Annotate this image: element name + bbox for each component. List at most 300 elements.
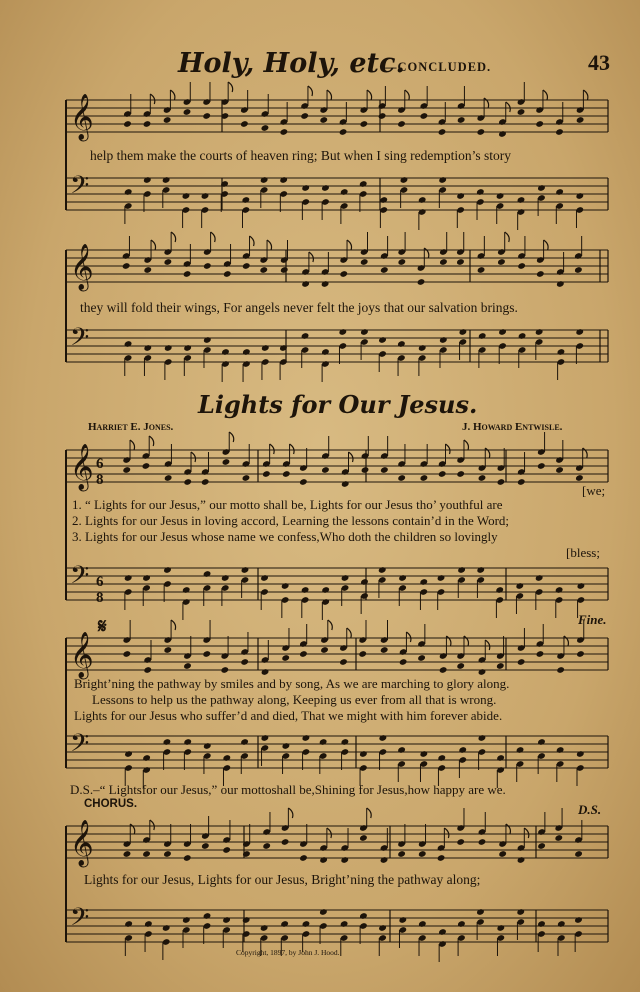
note-head	[379, 734, 388, 742]
note-flag	[211, 232, 216, 242]
note-head	[300, 112, 309, 120]
note-head	[302, 920, 311, 928]
note-head	[576, 650, 585, 658]
note-head	[301, 586, 310, 594]
note-head	[557, 348, 566, 356]
note-head	[222, 754, 231, 762]
note-flag	[150, 94, 155, 104]
note-head	[280, 920, 289, 928]
note-head	[143, 266, 152, 274]
note-head	[162, 176, 171, 184]
note-flag	[583, 90, 588, 100]
note-head	[259, 266, 268, 274]
note-head	[497, 258, 506, 266]
note-head	[340, 856, 349, 864]
note-head	[222, 846, 231, 854]
note-head	[397, 258, 406, 266]
note-head	[163, 646, 172, 654]
note-head	[397, 746, 406, 754]
note-head	[203, 912, 212, 920]
note-head	[478, 332, 487, 340]
note-flag	[367, 808, 372, 818]
note-head	[554, 834, 563, 842]
note-head	[495, 586, 504, 594]
note-head	[281, 838, 290, 846]
note-head	[498, 328, 507, 336]
ds-line: D.S.–“ Lightsfor our Jesus,” our mottoshall be,Shining for Jesus,how happy are we.	[70, 782, 506, 797]
note-head	[419, 578, 428, 586]
note-head	[221, 574, 230, 582]
verse-1: 1. “ Lights for our Jesus,” our motto shall be, Lights for our Jesus tho’ youthful are	[72, 497, 503, 512]
verse-2: 2. Lights for our Jesus in loving accord, Learning the lessons contain’d in the Word;	[72, 513, 510, 528]
time-signature-top: 6	[96, 456, 104, 472]
note-head	[378, 336, 387, 344]
note-head	[397, 850, 406, 858]
note-head	[163, 850, 172, 858]
note-flag	[228, 82, 233, 92]
note-head	[457, 920, 466, 928]
note-head	[378, 924, 387, 932]
note-head	[476, 908, 485, 916]
treble-clef-icon: 𝄞	[70, 444, 94, 490]
note-head	[496, 192, 505, 200]
note-head	[182, 192, 191, 200]
note-head	[418, 920, 427, 928]
note-head	[321, 280, 330, 288]
note-head	[124, 574, 133, 582]
note-head	[164, 474, 173, 482]
note-head	[301, 332, 310, 340]
note-head	[439, 666, 448, 674]
note-head	[439, 336, 448, 344]
note-head	[124, 188, 133, 196]
note-flag	[309, 252, 314, 262]
note-head	[142, 462, 151, 470]
note-head	[260, 924, 269, 932]
note-head	[496, 662, 505, 670]
note-head	[124, 920, 133, 928]
note-head	[537, 184, 546, 192]
note-head	[202, 650, 211, 658]
note-head	[378, 112, 387, 120]
note-head	[319, 856, 328, 864]
note-head	[417, 278, 426, 286]
note-head	[379, 196, 388, 204]
bass-clef-icon: 𝄢	[70, 561, 90, 596]
note-head	[262, 842, 271, 850]
note-head	[240, 120, 249, 128]
note-head	[143, 176, 152, 184]
bass-clef-icon: 𝄢	[70, 171, 90, 206]
note-head	[163, 116, 172, 124]
note-head	[339, 658, 348, 666]
note-head	[203, 570, 212, 578]
note-head	[183, 108, 192, 116]
verse-3: 3. Lights for our Jesus whose name we confess,Who doth the children so lovingly	[72, 529, 498, 544]
note-head	[457, 116, 466, 124]
note-head	[261, 124, 270, 132]
note-head	[574, 916, 583, 924]
note-head	[143, 344, 152, 352]
running-title: Holy, Holy, etc.	[178, 48, 405, 79]
note-head	[299, 854, 308, 862]
note-head	[299, 478, 308, 486]
note-head	[459, 328, 468, 336]
note-head	[220, 666, 229, 674]
note-head	[536, 270, 545, 278]
note-head	[301, 184, 310, 192]
note-head	[498, 850, 507, 858]
note-flag	[464, 440, 469, 450]
chorus-label: CHORUS.	[84, 798, 138, 810]
note-head	[456, 258, 465, 266]
note-head	[261, 668, 270, 676]
note-flag	[505, 232, 510, 242]
note-head	[164, 344, 173, 352]
note-flag	[524, 828, 529, 838]
note-flag	[445, 444, 450, 454]
note-head	[182, 586, 191, 594]
note-head	[260, 176, 269, 184]
note-head	[341, 574, 350, 582]
note-head	[222, 916, 231, 924]
note-head	[438, 470, 447, 478]
note-flag	[151, 240, 156, 250]
note-flag	[290, 444, 295, 454]
note-flag	[405, 90, 410, 100]
note-head	[537, 842, 546, 850]
note-head	[164, 258, 173, 266]
note-head	[142, 574, 151, 582]
note-head	[201, 192, 210, 200]
note-flag	[170, 90, 175, 100]
note-head	[142, 850, 151, 858]
verse-1-end: [we;	[582, 483, 606, 498]
note-head	[123, 120, 132, 128]
note-head	[223, 270, 232, 278]
running-title-suffix: —CONCLUDED.	[384, 60, 492, 74]
treble-clef-icon: 𝄞	[70, 244, 94, 290]
note-flag	[348, 452, 353, 462]
note-head	[320, 646, 329, 654]
bass-clef-icon: 𝄢	[70, 323, 90, 358]
note-flag	[406, 632, 411, 642]
note-flag	[130, 440, 135, 450]
bass-clef-icon: 𝄢	[70, 903, 90, 938]
note-head	[361, 466, 370, 474]
note-head	[557, 920, 566, 928]
chorus-lyric: Lights for our Jesus, Lights for our Jesus, Bright’ning the pathway along;	[84, 872, 481, 887]
refrain-line-1: Bright’ning the pathway by smiles and by song, As we are marching to glory along.	[74, 676, 510, 691]
author-credit: Harriet E. Jones.	[88, 421, 174, 433]
note-head	[338, 328, 347, 336]
refrain-line-2: Lessons to help us the pathway along, Keeping us ever from all that is wrong.	[92, 692, 497, 707]
note-flag	[270, 444, 275, 454]
note-head	[478, 838, 487, 846]
note-head	[281, 654, 290, 662]
note-head	[576, 116, 585, 124]
note-head	[359, 834, 368, 842]
note-head	[242, 196, 251, 204]
note-head	[242, 474, 251, 482]
note-head	[438, 128, 447, 136]
note-head	[202, 112, 211, 120]
note-head	[555, 586, 564, 594]
note-head	[420, 112, 429, 120]
time-signature-bottom: 8	[96, 472, 104, 488]
note-head	[380, 646, 389, 654]
note-head	[122, 262, 131, 270]
note-flag	[543, 90, 548, 100]
note-head	[241, 566, 250, 574]
note-head	[360, 258, 369, 266]
note-head	[380, 466, 389, 474]
note-head	[397, 474, 406, 482]
note-head	[163, 566, 172, 574]
note-head	[577, 582, 586, 590]
note-flag	[444, 828, 449, 838]
note-head	[359, 750, 368, 758]
note-head	[358, 650, 367, 658]
time-signature-top: 6	[96, 574, 104, 590]
note-head	[280, 266, 289, 274]
note-head	[280, 128, 289, 136]
time-signature-bottom: 8	[96, 590, 104, 606]
note-flag	[229, 432, 234, 442]
note-head	[380, 856, 389, 864]
note-flag	[171, 620, 176, 630]
note-head	[260, 574, 269, 582]
note-head	[183, 854, 192, 862]
note-head	[418, 850, 427, 858]
note-head	[262, 470, 271, 478]
note-head	[477, 128, 486, 136]
note-head	[321, 586, 330, 594]
page-number: 43	[588, 50, 610, 75]
verse-3-end: [bless;	[566, 545, 600, 560]
note-flag	[327, 828, 332, 838]
note-head	[340, 188, 349, 196]
note-head	[537, 462, 546, 470]
note-head	[397, 120, 406, 128]
note-head	[496, 754, 505, 762]
note-head	[203, 262, 212, 270]
note-head	[242, 348, 251, 356]
note-head	[279, 176, 288, 184]
note-head	[282, 470, 291, 478]
note-head	[556, 666, 565, 674]
note-head	[517, 196, 526, 204]
note-head	[359, 180, 368, 188]
note-head	[418, 344, 427, 352]
note-head	[437, 754, 446, 762]
note-head	[517, 262, 526, 270]
note-head	[456, 470, 465, 478]
note-head	[359, 912, 368, 920]
note-head	[438, 176, 447, 184]
note-head	[556, 746, 565, 754]
note-head	[555, 188, 564, 196]
treble-clef-icon: 𝄞	[70, 820, 94, 866]
note-head	[360, 328, 369, 336]
note-flag	[191, 452, 196, 462]
note-flag	[250, 236, 255, 246]
note-head	[183, 662, 192, 670]
note-head	[183, 270, 192, 278]
note-head	[556, 280, 565, 288]
note-head	[163, 738, 172, 746]
note-head	[517, 108, 526, 116]
note-head	[517, 856, 526, 864]
note-head	[536, 650, 545, 658]
note-head	[437, 574, 446, 582]
note-head	[398, 574, 407, 582]
note-head	[183, 478, 192, 486]
note-head	[319, 738, 328, 746]
note-head	[517, 658, 526, 666]
note-head	[183, 738, 192, 746]
note-head	[397, 340, 406, 348]
note-head	[476, 566, 485, 574]
note-head	[124, 340, 133, 348]
note-head	[555, 128, 564, 136]
note-head	[378, 566, 387, 574]
note-head	[123, 650, 132, 658]
note-flag	[149, 436, 154, 446]
note-head	[574, 850, 583, 858]
note-head	[143, 120, 152, 128]
hymn1-lyric-line-2: they will fold their wings, For angels never felt the joys that our salvation brings.	[80, 300, 518, 315]
note-head	[496, 924, 505, 932]
note-head	[574, 266, 583, 274]
note-head	[123, 850, 132, 858]
fine-mark: Fine.	[578, 612, 607, 627]
ds-mark: D.S.	[578, 802, 602, 817]
note-head	[516, 908, 525, 916]
note-head	[242, 262, 251, 270]
note-head	[299, 650, 308, 658]
note-head	[221, 348, 230, 356]
note-head	[339, 270, 348, 278]
note-head	[302, 734, 311, 742]
note-head	[144, 920, 153, 928]
note-flag	[367, 90, 372, 100]
note-head	[497, 478, 506, 486]
note-head	[341, 738, 350, 746]
note-head	[478, 474, 487, 482]
note-head	[319, 116, 328, 124]
note-head	[535, 574, 544, 582]
note-head	[203, 742, 212, 750]
note-head	[418, 196, 427, 204]
note-flag	[171, 232, 176, 242]
note-head	[517, 478, 526, 486]
note-head	[360, 578, 369, 586]
note-head	[476, 188, 485, 196]
note-head	[143, 666, 152, 674]
note-head	[456, 838, 465, 846]
hymn-title: Lights for Our Jesus.	[198, 390, 478, 419]
note-head	[242, 916, 251, 924]
note-head	[124, 750, 133, 758]
copyright-notice: Copyright, 1897, by John J. Hood.	[236, 948, 340, 957]
note-head	[535, 328, 544, 336]
note-head	[575, 328, 584, 336]
note-head	[575, 474, 584, 482]
note-head	[576, 750, 585, 758]
refrain-line-3: Lights for our Jesus who suffer’d and died, That we might with him forever abide.	[74, 708, 503, 723]
note-head	[162, 924, 171, 932]
note-head	[555, 466, 564, 474]
note-head	[456, 192, 465, 200]
note-head	[183, 344, 192, 352]
segno-sign: 𝄋	[98, 614, 107, 638]
note-head	[537, 920, 546, 928]
note-head	[301, 280, 310, 288]
note-flag	[327, 90, 332, 100]
note-head	[340, 920, 349, 928]
note-head	[518, 332, 527, 340]
note-head	[537, 738, 546, 746]
note-head	[261, 734, 270, 742]
note-flag	[506, 102, 511, 112]
note-head	[281, 582, 290, 590]
note-head	[437, 854, 446, 862]
note-flag	[347, 240, 352, 250]
bass-clef-icon: 𝄢	[70, 729, 90, 764]
treble-clef-icon: 𝄞	[70, 94, 94, 140]
note-head	[182, 916, 191, 924]
note-head	[438, 928, 447, 936]
note-flag	[544, 240, 549, 250]
note-head	[419, 750, 428, 758]
note-flag	[328, 620, 333, 630]
note-head	[203, 336, 212, 344]
note-head	[515, 582, 524, 590]
note-head	[321, 184, 330, 192]
note-flag	[267, 240, 272, 250]
note-head	[360, 120, 369, 128]
note-head	[478, 734, 487, 742]
note-head	[456, 662, 465, 670]
note-head	[222, 458, 231, 466]
note-head	[516, 746, 525, 754]
note-head	[535, 120, 544, 128]
note-flag	[308, 86, 313, 96]
note-head	[321, 466, 330, 474]
note-head	[458, 746, 467, 754]
note-head	[341, 480, 350, 488]
note-head	[319, 908, 328, 916]
note-head	[339, 128, 348, 136]
note-head	[417, 654, 426, 662]
note-head	[261, 344, 270, 352]
note-head	[400, 176, 409, 184]
note-head	[201, 842, 210, 850]
note-flag	[485, 640, 490, 650]
note-head	[398, 916, 407, 924]
note-head	[240, 658, 249, 666]
note-head	[457, 566, 466, 574]
note-head	[477, 266, 486, 274]
note-head	[498, 130, 507, 138]
note-head	[201, 478, 210, 486]
note-flag	[288, 808, 293, 818]
note-head	[240, 738, 249, 746]
note-head	[575, 192, 584, 200]
note-head	[478, 668, 487, 676]
note-head	[282, 742, 291, 750]
